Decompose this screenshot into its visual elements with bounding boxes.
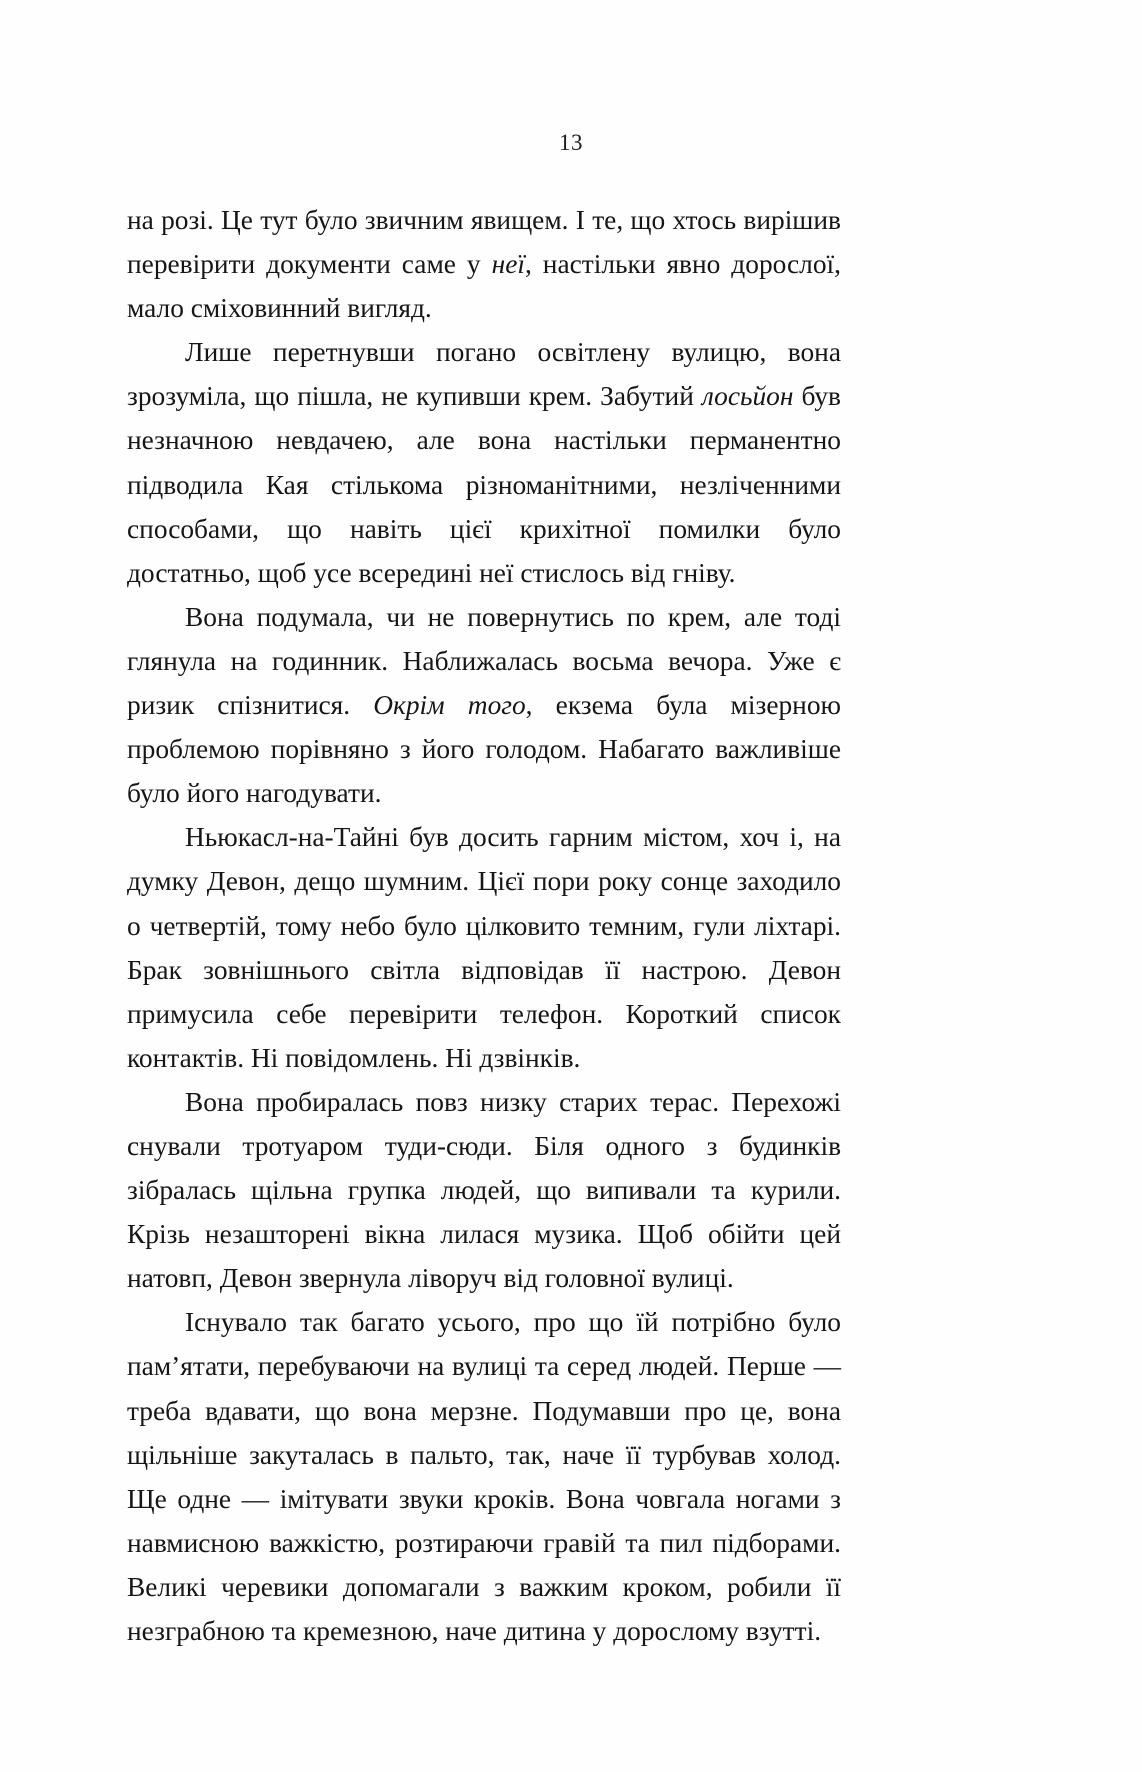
body-text: Лише перетнувши погано освітлену вулицю, вона зрозуміла, що пішла, не купивши крем. Забутий <box>127 337 841 412</box>
body-text: Існувало так багато усього, про що їй потрібно було пам’ятати, перебуваючи на вулиці та серед людей. Перше — треба вдавати, що вона мерзне. Подумавши про це, вона щільніше закуталась в пальто, так, наче її турбував холод. Ще одне — імітувати звуки кроків. Вона човгала ногами з навмисною важкістю, розтираючи гравій та пил підборами. Великі черевики допомагали з важким кроком, робили її незграбною та кремезною, наче дитина у дорослому взутті. <box>127 1307 841 1646</box>
body-text-block <box>127 198 841 1653</box>
paragraph <box>127 198 841 330</box>
body-text: на розі. Це тут було звичним явищем. І те, що хтось вирішив перевірити документи саме у <box>127 205 841 280</box>
page-number: 13 <box>559 130 583 155</box>
paragraph <box>127 330 841 595</box>
emphasis-text: лосьйон <box>701 381 794 412</box>
body-text: Вона подумала, чи не повернутись по крем, але тоді глянула на годинник. Наближалась восьма вечора. Уже є ризик спізнитися. <box>127 601 841 721</box>
body-text: Вона пробиралась повз низку старих терас. Перехожі снували тротуаром туди-сюди. Біля одного з будинків зібралась щільна групка людей, що випивали та курили. Крізь незашторені вікна лилася музика. Щоб обійти цей натовп, Девон звернула ліворуч від головної вулиці. <box>127 1086 841 1294</box>
body-text: був незначною невдачею, але вона настільки перманентно підводила Кая стількома різноманітними, незліченними способами, що навіть цієї крихітної помилки було достатньо, щоб усе всередині неї стислось від гніву. <box>127 381 841 588</box>
paragraph <box>127 1300 841 1653</box>
paragraph <box>127 1080 841 1300</box>
paragraph <box>127 595 841 815</box>
body-text: , екзема була мізерною проблемою порівняно з його голодом. Набагато важливіше було його нагодувати. <box>127 690 841 809</box>
paragraph <box>127 815 841 1080</box>
emphasis-text: неї <box>491 249 525 280</box>
body-text: , настільки явно дорослої, мало сміховинний вигляд. <box>127 249 841 324</box>
body-text: Ньюкасл-на-Тайні був досить гарним містом, хоч і, на думку Девон, дещо шумним. Цієї пори року сонце заходило о четвертій, тому небо було цілковито темним, гули ліхтарі. Брак зовнішнього світла відповідав її настрою. Девон примусила себе перевірити телефон. Короткий список контактів. Ні повідомлень. Ні дзвінків. <box>127 822 841 1073</box>
emphasis-text: Окрім того <box>373 690 526 721</box>
